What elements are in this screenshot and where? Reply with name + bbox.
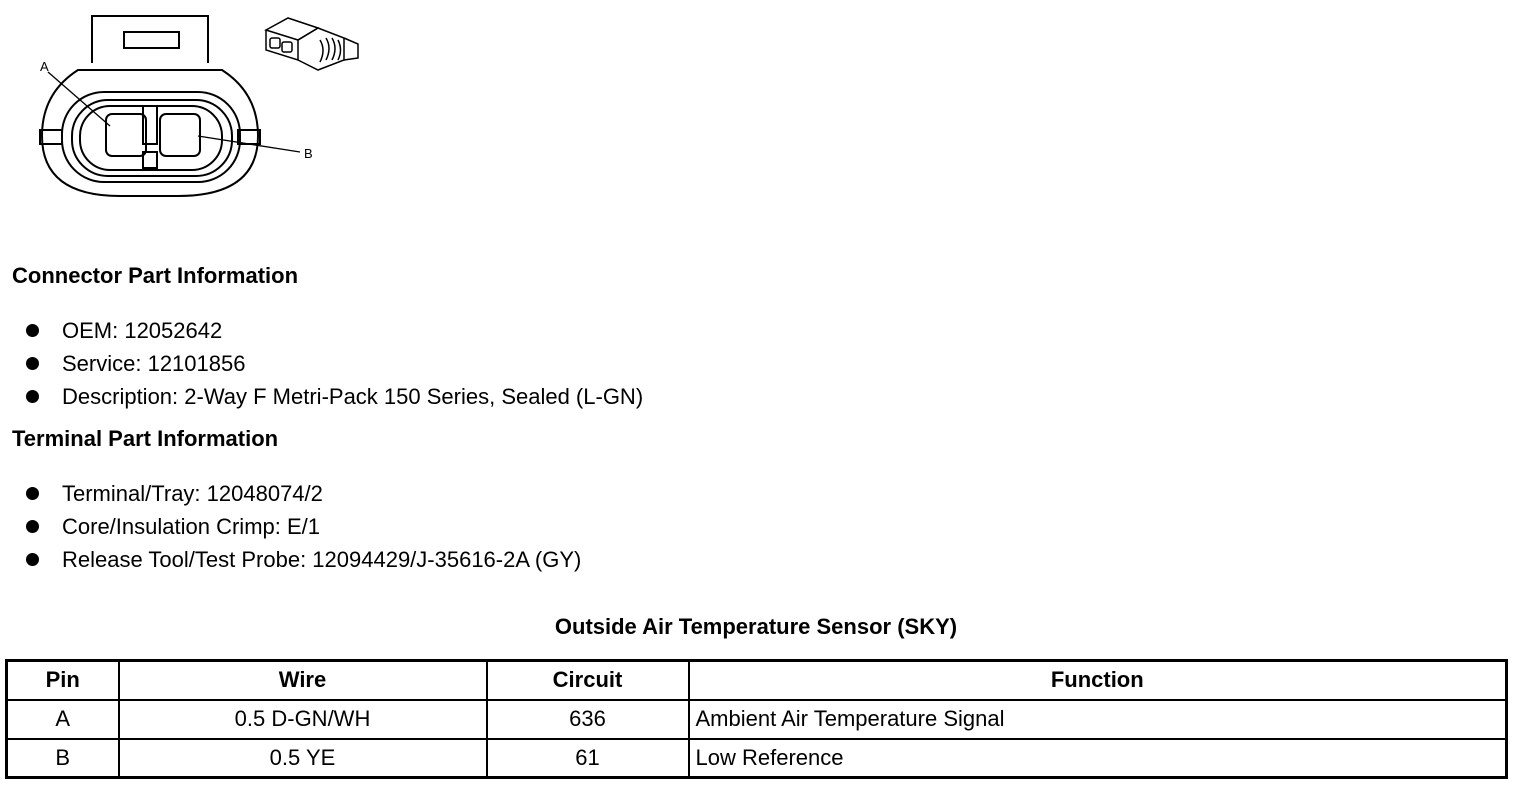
release-tool-test-probe: Release Tool/Test Probe: 12094429/J-35616-2A (GY) bbox=[62, 547, 582, 572]
bullet-icon bbox=[26, 520, 39, 533]
terminal-part-info-heading: Terminal Part Information bbox=[12, 426, 279, 451]
function-cell: Low Reference bbox=[689, 739, 1507, 778]
pin-b-callout: B bbox=[304, 146, 313, 161]
connector-part-info-heading: Connector Part Information bbox=[12, 263, 299, 288]
table-header-row bbox=[7, 661, 1507, 700]
wire-cell: 0.5 D-GN/WH bbox=[119, 700, 487, 739]
table-row bbox=[7, 700, 1507, 739]
table-title: Outside Air Temperature Sensor (SKY) bbox=[554, 614, 958, 639]
circuit-cell: 636 bbox=[487, 700, 689, 739]
column-header-function: Function bbox=[689, 661, 1507, 700]
list-item bbox=[26, 380, 643, 413]
connector-isometric-icon bbox=[258, 10, 368, 80]
column-header-wire: Wire bbox=[119, 661, 487, 700]
bullet-icon bbox=[26, 390, 39, 403]
list-item bbox=[26, 543, 581, 576]
connector-description: Description: 2-Way F Metri-Pack 150 Series, Sealed (L-GN) bbox=[62, 384, 644, 409]
core-insulation-crimp: Core/Insulation Crimp: E/1 bbox=[62, 514, 320, 539]
wire-cell: 0.5 YE bbox=[119, 739, 487, 778]
terminal-tray: Terminal/Tray: 12048074/2 bbox=[62, 481, 323, 506]
terminal-part-info-list bbox=[26, 477, 581, 576]
column-header-pin: Pin bbox=[7, 661, 119, 700]
circuit-cell: 61 bbox=[487, 739, 689, 778]
list-item bbox=[26, 510, 581, 543]
bullet-icon bbox=[26, 357, 39, 370]
oem-part-number: OEM: 12052642 bbox=[62, 318, 223, 343]
bullet-icon bbox=[26, 487, 39, 500]
pin-a-callout: A bbox=[40, 59, 49, 74]
list-item bbox=[26, 314, 643, 347]
pin-cell: B bbox=[7, 739, 119, 778]
column-header-circuit: Circuit bbox=[487, 661, 689, 700]
bullet-icon bbox=[26, 324, 39, 337]
pinout-table bbox=[5, 659, 1508, 779]
pin-cell: A bbox=[7, 700, 119, 739]
bullet-icon bbox=[26, 553, 39, 566]
function-cell: Ambient Air Temperature Signal bbox=[689, 700, 1507, 739]
list-item bbox=[26, 477, 581, 510]
connector-part-info-list bbox=[26, 314, 643, 413]
table-row bbox=[7, 739, 1507, 778]
list-item bbox=[26, 347, 643, 380]
service-part-number: Service: 12101856 bbox=[62, 351, 246, 376]
